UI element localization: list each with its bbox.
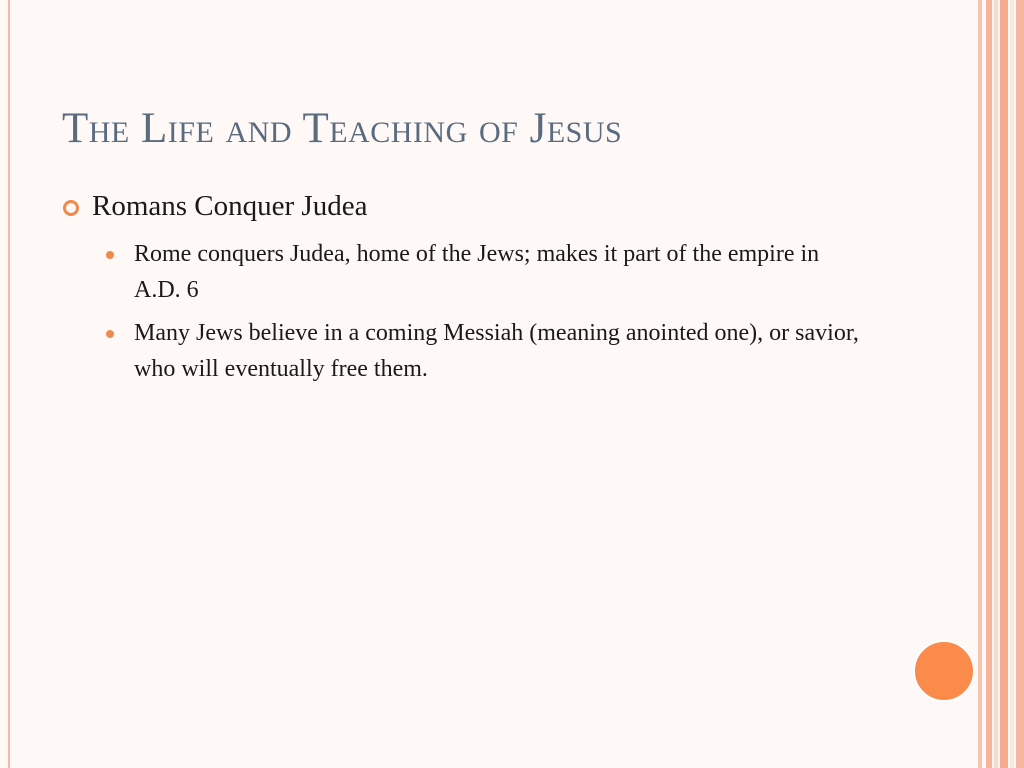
slide-content: [62, 186, 862, 394]
right-stripe: [986, 0, 992, 768]
right-stripe: [994, 0, 998, 768]
decorative-circle: [913, 640, 975, 702]
filled-circle-bullet-icon: [106, 251, 114, 259]
sub-point-text: Rome conquers Judea, home of the Jews; makes it part of the empire in A.D. 6: [134, 241, 820, 303]
sub-point-text: Many Jews believe in a coming Messiah (meaning anointed one), or savior, who will eventually free them.: [134, 320, 859, 382]
sub-point: [134, 315, 862, 387]
hollow-circle-bullet-icon: [63, 200, 79, 216]
filled-circle-bullet-icon: [106, 330, 114, 338]
sub-point-list: [62, 236, 862, 387]
right-stripe: [978, 0, 982, 768]
main-point-text: Romans Conquer Judea: [92, 190, 368, 222]
right-stripe: [1010, 0, 1014, 768]
right-stripe: [1000, 0, 1008, 768]
slide-title: The Life and Teaching of Jesus: [62, 105, 623, 152]
main-point: [62, 186, 862, 226]
left-border-line: [8, 0, 10, 768]
sub-point: [134, 236, 862, 308]
right-stripe: [1016, 0, 1024, 768]
